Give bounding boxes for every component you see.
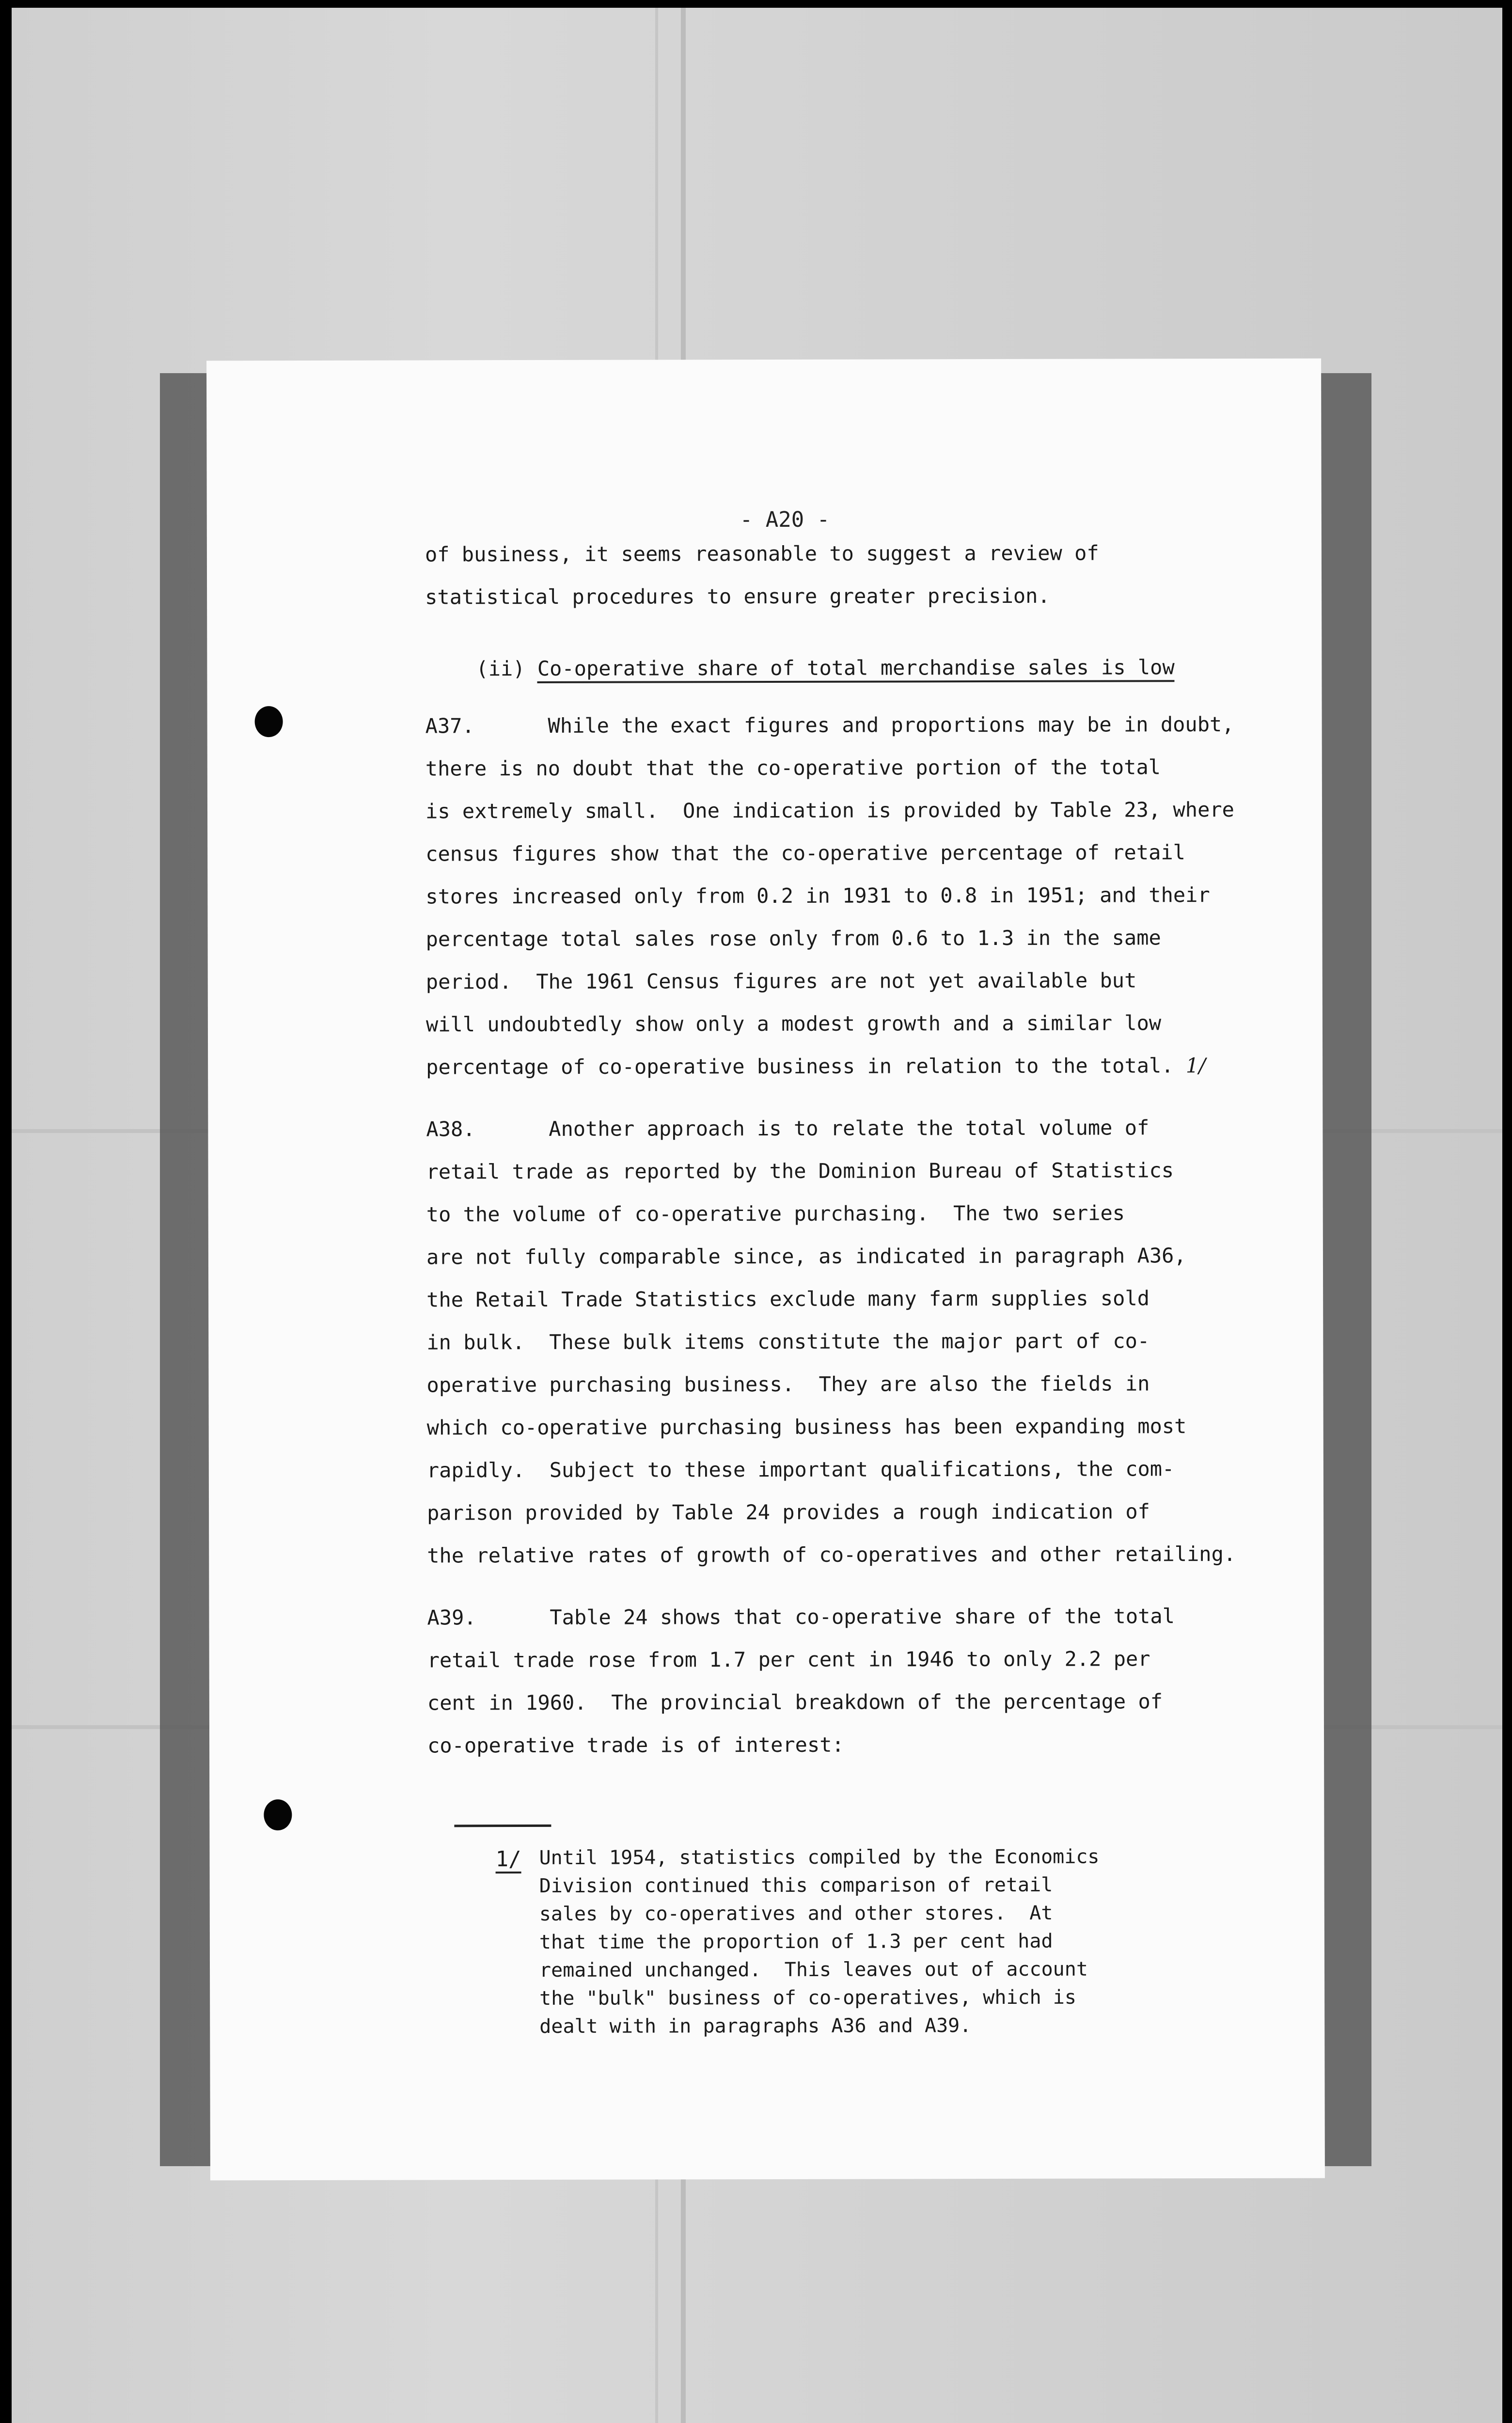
footnote-line: remained unchanged. This leaves out of account — [539, 1958, 1088, 1982]
footnote-line: the "bulk" business of co-operatives, which is — [539, 1986, 1076, 2010]
footnote-reference: 1/ — [1185, 1054, 1206, 1078]
text-line: the Retail Trade Statistics exclude many farm supplies sold — [426, 1286, 1150, 1312]
footnote-line: Until 1954, statistics compiled by the Economics — [539, 1845, 1100, 1869]
text-line: there is no doubt that the co-operative portion of the total — [425, 755, 1161, 781]
footnote-rule — [454, 1825, 551, 1827]
text-line: statistical procedures to ensure greater precision. — [425, 583, 1050, 609]
text-line — [426, 1054, 1206, 1079]
section-heading — [476, 655, 1174, 680]
text-line: is extremely small. One indication is provided by Table 23, where — [425, 797, 1234, 823]
text-line: period. The 1961 Census figures are not yet available but — [425, 968, 1137, 994]
text-span: percentage of co-operative business in relation to the total. — [426, 1054, 1174, 1079]
punch-hole — [255, 706, 283, 737]
footnote-line: Division continued this comparison of retail — [539, 1873, 1053, 1897]
text-line: retail trade rose from 1.7 per cent in 1946 to only 2.2 per — [427, 1647, 1150, 1672]
footnote-marker: 1/ — [495, 1847, 521, 1873]
text-line: rapidly. Subject to these important qualifications, the com- — [426, 1457, 1175, 1482]
text-line: parison provided by Table 24 provides a rough indication of — [426, 1499, 1150, 1525]
text-line: of business, it seems reasonable to suggest a review of — [425, 541, 1099, 566]
text-line: census figures show that the co-operative percentage of retail — [425, 840, 1186, 866]
document-page — [206, 359, 1325, 2181]
text-line: retail trade as reported by the Dominion Bureau of Statistics — [426, 1158, 1174, 1184]
paragraph-A37-line: A37. While the exact figures and proportions may be in doubt, — [425, 712, 1234, 738]
text-line: to the volume of co-operative purchasing. The two series — [426, 1201, 1125, 1227]
text-line: cent in 1960. The provincial breakdown of the percentage of — [427, 1689, 1163, 1715]
text-line: which co-operative purchasing business has been expanding most — [426, 1414, 1187, 1440]
section-heading-text: Co-operative share of total merchandise sales is low — [537, 655, 1175, 683]
footnote-line: sales by co-operatives and other stores. At — [539, 1902, 1053, 1925]
paragraph-A38-line: A38. Another approach is to relate the total volume of — [426, 1116, 1150, 1141]
text-line: the relative rates of growth of co-operatives and other retailing. — [427, 1542, 1236, 1568]
text-line: will undoubtedly show only a modest growth and a similar low — [425, 1011, 1162, 1037]
paragraph-A39-line: A39. Table 24 shows that co-operative share of the total — [427, 1604, 1175, 1630]
text-line: operative purchasing business. They are also the fields in — [426, 1371, 1150, 1397]
punch-hole — [264, 1799, 292, 1830]
text-line: percentage total sales rose only from 0.6 to 1.3 in the same — [425, 926, 1161, 951]
footnote-line: dealt with in paragraphs A36 and A39. — [539, 2014, 972, 2038]
text-line: stores increased only from 0.2 in 1931 to 0.8 in 1951; and their — [425, 883, 1210, 909]
text-line: are not fully comparable since, as indicated in paragraph A36, — [426, 1243, 1186, 1269]
text-line: in bulk. These bulk items constitute the major part of co- — [426, 1329, 1150, 1354]
page-number: - A20 - — [740, 507, 830, 533]
footnote-line: that time the proportion of 1.3 per cent had — [539, 1930, 1053, 1953]
text-line: co-operative trade is of interest: — [427, 1732, 844, 1758]
section-number: (ii) — [476, 656, 537, 681]
